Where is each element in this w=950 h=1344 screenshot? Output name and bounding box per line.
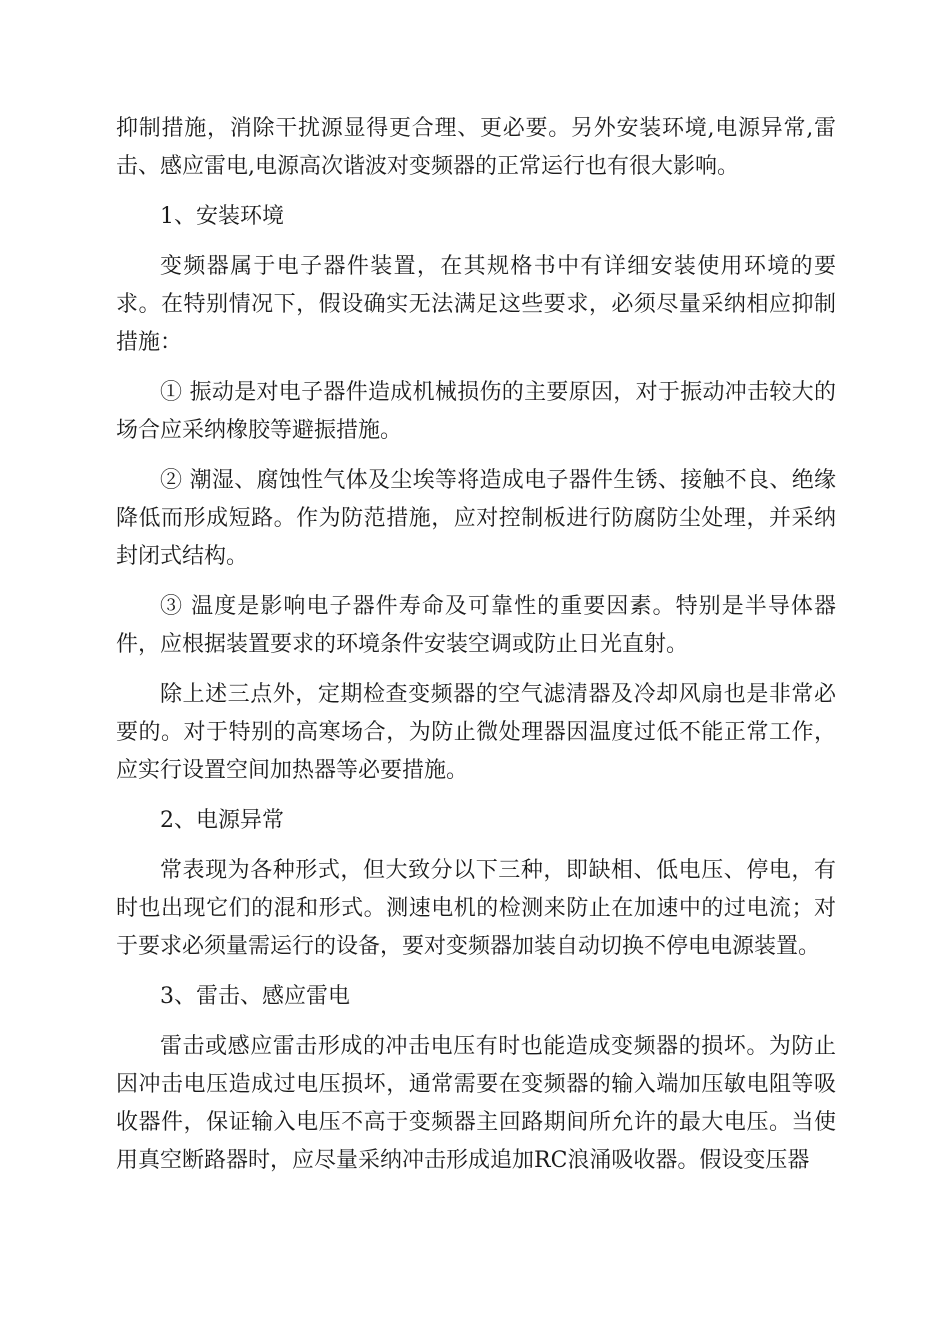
paragraph-humidity: ② 潮湿、腐蚀性气体及尘埃等将造成电子器件生锈、接触不良、绝缘降低而形成短路。作为防范措施，应对控制板进行防腐防尘处理，并采纳封闭式结构。: [116, 468, 836, 569]
paragraph-maintenance: 除上述三点外，定期检查变频器的空气滤清器及冷却风扇也是非常必要的。对于特别的高寒场合，为防止微处理器因温度过低不能正常工作，应实行设置空间加热器等必要措施。: [116, 682, 836, 783]
paragraph-lightning: 雷击或感应雷击形成的冲击电压有时也能造成变频器的损坏。为防止因冲击电压造成过电压损坏，通常需要在变频器的输入端加压敏电阻等吸收器件，保证输入电压不高于变频器主回路期间所允许的最大电压。当使用真空断路器时，应尽量采纳冲击形成追加RC浪涌吸收器。假设变压器: [116, 1034, 836, 1173]
paragraph-vibration: ① 振动是对电子器件造成机械损伤的主要原因，对于振动冲击较大的场合应采纳橡胶等避振措施。: [116, 380, 836, 443]
section-heading-installation-environment: 1、安装环境: [160, 204, 284, 229]
paragraph-continuation: 抑制措施，消除干扰源显得更合理、更必要。另外安装环境,电源异常,雷击、感应雷电,电源高次谐波对变频器的正常运行也有很大影响。: [116, 116, 836, 179]
paragraph-power-anomaly: 常表现为各种形式，但大致分以下三种，即缺相、低电压、停电，有时也出现它们的混和形式。测速电机的检测来防止在加速中的过电流；对于要求必须量需运行的设备，要对变频器加装自动切换不停电电源装置。: [116, 858, 836, 959]
section-heading-power-anomaly: 2、电源异常: [160, 808, 284, 833]
document-body: [116, 110, 836, 1192]
paragraph-temperature: ③ 温度是影响电子器件寿命及可靠性的重要因素。特别是半导体器件，应根据装置要求的环境条件安装空调或防止日光直射。: [116, 594, 836, 657]
section-heading-lightning: 3、雷击、感应雷电: [160, 984, 350, 1009]
paragraph-installation-requirements: 变频器属于电子器件装置，在其规格书中有详细安装使用环境的要求。在特别情况下，假设确实无法满足这些要求，必须尽量采纳相应抑制措施：: [116, 254, 836, 355]
